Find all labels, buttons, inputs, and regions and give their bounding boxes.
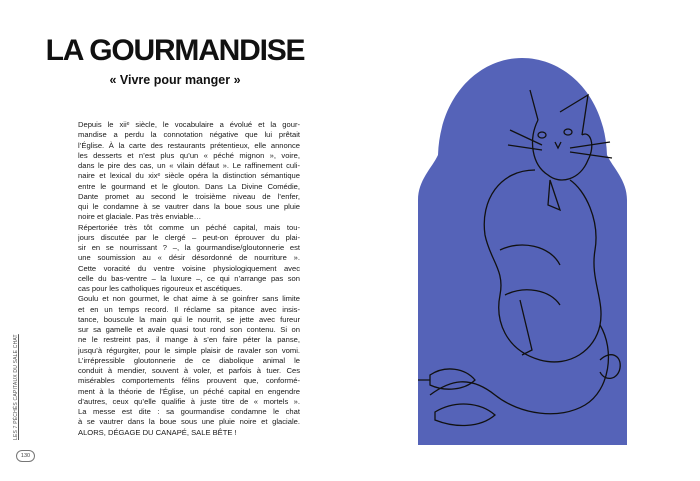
body-line: une soumission au « désir désordonné de nourriture ». (78, 253, 300, 263)
body-line: à se vautrer dans la boue sous une pluie noire et glaciale. (78, 417, 300, 427)
body-line: jours discutée par le clergé – peut-on éprouver du plai- (78, 232, 300, 242)
body-line: naire et lexical du xixᵉ siècle opéra la distinction sémantique (78, 171, 300, 181)
body-line: dans le pire des cas, un « vilain défaut ». Le raffinement culi- (78, 161, 300, 170)
body-line: les desserts et n’est plus qu’un « péché mignon », voire, (78, 150, 300, 160)
body-line: Cette voracité du ventre voisine physiologiquement avec (78, 263, 300, 273)
cat-illustration (410, 50, 635, 450)
arch-background (418, 58, 627, 445)
body-line: Dante promet au second le troisième niveau de l’enfer, (78, 191, 300, 201)
body-line: d’autres, ceux qu’elle qualifie à juste titre de « mortels ». (78, 396, 300, 406)
body-line: ment à la théorie de l’Église, un péché capital en engendre (78, 386, 300, 396)
body-line: l’Église. À la carte des restaurants prétentieux, elle annonce (78, 140, 300, 150)
body-line: Depuis le xiiᵉ siècle, le vocabulaire a évolué et la gour- (78, 120, 300, 129)
body-line: ALORS, DÉGAGE DU CANAPÉ, SALE BÊTE ! (78, 427, 237, 437)
body-text (78, 120, 300, 438)
page-title: LA GOURMANDISE (45, 34, 305, 67)
body-line: misérables comportements félins prouvent que, conformé- (78, 376, 300, 386)
body-line: celle du bas-ventre – la luxure –, ce qui n’arrange pas son (78, 273, 300, 283)
body-line: cas pour les catholiques rigoureux et ascétiques. (78, 284, 243, 293)
running-head: LES 7 PÉCHÉS CAPITAUX DU SALE CHAT (13, 334, 19, 440)
page-number: 130 (16, 450, 35, 462)
body-line: sir en se nourrissant ? –, la gourmandise/gloutonnerie est (78, 243, 300, 252)
body-line: mandise a perdu la connotation négative que lui prêtait (78, 130, 300, 140)
body-line: entre le gourmand et le glouton. Dans La Divine Comédie, (78, 181, 300, 191)
body-line: L’irrépressible gloutonnerie de ce diabolique animal le (78, 355, 300, 365)
body-line: sur sa gamelle et avale quasi tout rond son contenu. Si on (78, 325, 300, 334)
body-line: ne le restreint pas, il mange à s’en faire péter la panse, (78, 335, 300, 345)
body-line: La messe est dite : sa gourmandise condamne le chat (78, 407, 300, 416)
page-subtitle: « Vivre pour manger » (109, 73, 241, 87)
body-line: Répertoriée très tôt comme un péché capital, mais tou- (78, 222, 300, 232)
body-line: noire et glaciale. Pas très enviable… (78, 212, 202, 222)
body-line: et en un temps record. Il réclame sa pitance avec insis- (78, 304, 300, 314)
body-line: conduit à mendier, souvent à voler, et parfois à tuer. Ces (78, 366, 300, 375)
body-line: tance, bouscule la main qui le nourrit, se jette avec fureur (78, 314, 300, 324)
body-line: jusqu’à régurgiter, pour le simple plaisir de ravaler son vomi. (78, 345, 300, 355)
body-line: Goulu et non gourmet, le chat aime à se goinfrer sans limite (78, 294, 300, 304)
body-line: qui le condamne à se vautrer dans la boue sous une pluie (78, 202, 300, 211)
